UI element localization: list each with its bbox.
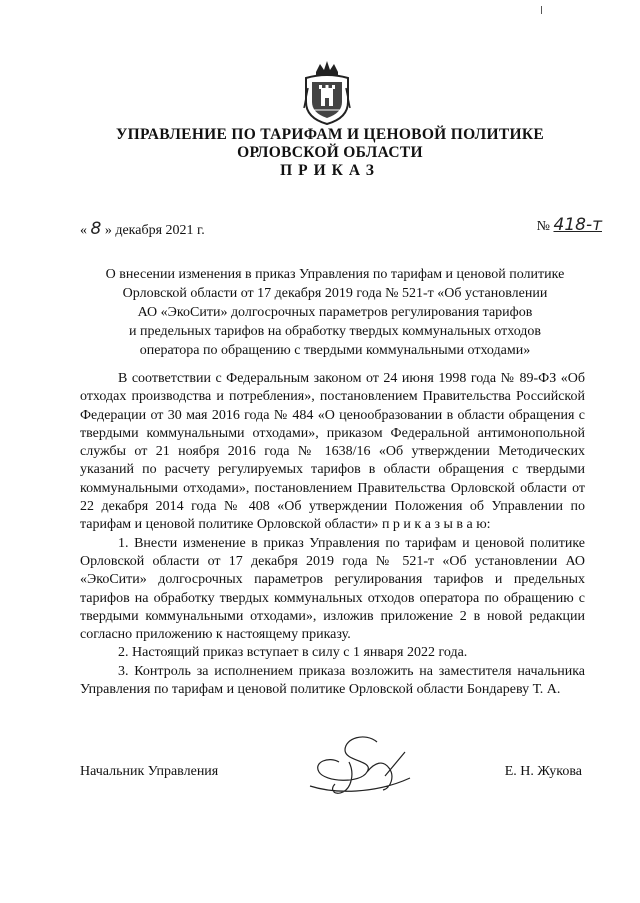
preamble-paragraph [80, 370, 585, 535]
organization-region: ОРЛОВСКОЙ ОБЛАСТИ [237, 144, 423, 161]
order-date [80, 220, 205, 240]
subject-line: оператора по обращению с твердыми коммунальными отходами» [139, 343, 531, 358]
order-number-handwritten: 418-т [553, 215, 602, 235]
coat-of-arms-icon [300, 58, 354, 128]
scan-mark [541, 6, 542, 14]
order-number [537, 216, 602, 236]
preamble-text: В соответствии с Федеральным законом от 24 июня 1998 года № 89-ФЗ «Об отходах производства и потребления», постановлением Правительства Российской Федерации от 30 мая 2016 года № 484 «О ценообразовании в области обращения с твердыми коммунальными отходами», приказом Федеральной антимонопольной службы от 21 ноября 2016 года № 1638/16 «Об утверждении Методических указаний по расчету регулируемых тарифов в области обращения с твердыми коммунальными отходами», постановлением Правительства Орловской области от 22 декабря 2014 года № 408 «Об утверждении Положения об Управлении по тарифам и ценовой политике Орловской области» [80, 371, 585, 533]
date-month-year: » декабря 2021 г. [104, 223, 205, 238]
order-body [80, 370, 585, 699]
document-type-title: ПРИКАЗ [280, 162, 380, 179]
signatory-title: Начальник Управления [80, 764, 219, 779]
subject-line: О внесении изменения в приказ Управления по тарифам и ценовой политике [105, 267, 565, 282]
date-day-handwritten: 8 [90, 219, 102, 239]
subject-line: АО «ЭкоСити» долгосрочных параметров регулирования тарифов [137, 305, 533, 320]
handwritten-signature [305, 732, 415, 797]
date-open-quote: « [80, 223, 87, 238]
order-item-2: 2. Настоящий приказ вступает в силу с 1 января 2022 года. [118, 645, 468, 661]
signatory-name: Е. Н. Жукова [504, 764, 582, 779]
subject-line: Орловской области от 17 декабря 2019 года № 521-т «Об установлении [122, 286, 548, 301]
order-item-3: 3. Контроль за исполнением приказа возложить на заместителя начальника Управления по тарифам и ценовой политике Орловской области Бондареву Т. А. [80, 663, 585, 698]
subject-line: и предельных тарифов на обработку твердых коммунальных отходов [128, 324, 542, 339]
order-subject [70, 265, 600, 360]
order-word: п р и к а з ы в а ю: [381, 517, 491, 533]
order-item-1: 1. Внести изменение в приказ Управления по тарифам и ценовой политике Орловской области от 17 декабря 2019 года № 521-т «Об установлении АО «ЭкоСити» долгосрочных параметров регулирования тарифов и предельных тарифов на обработку твердых коммунальных отходов оператора по обращению с твердыми коммунальными отходами», изложив приложение 2 в новой редакции согласно приложению к настоящему приказу. [80, 535, 585, 643]
number-sign: № [536, 219, 550, 234]
organization-name: УПРАВЛЕНИЕ ПО ТАРИФАМ И ЦЕНОВОЙ ПОЛИТИКЕ [115, 126, 545, 143]
